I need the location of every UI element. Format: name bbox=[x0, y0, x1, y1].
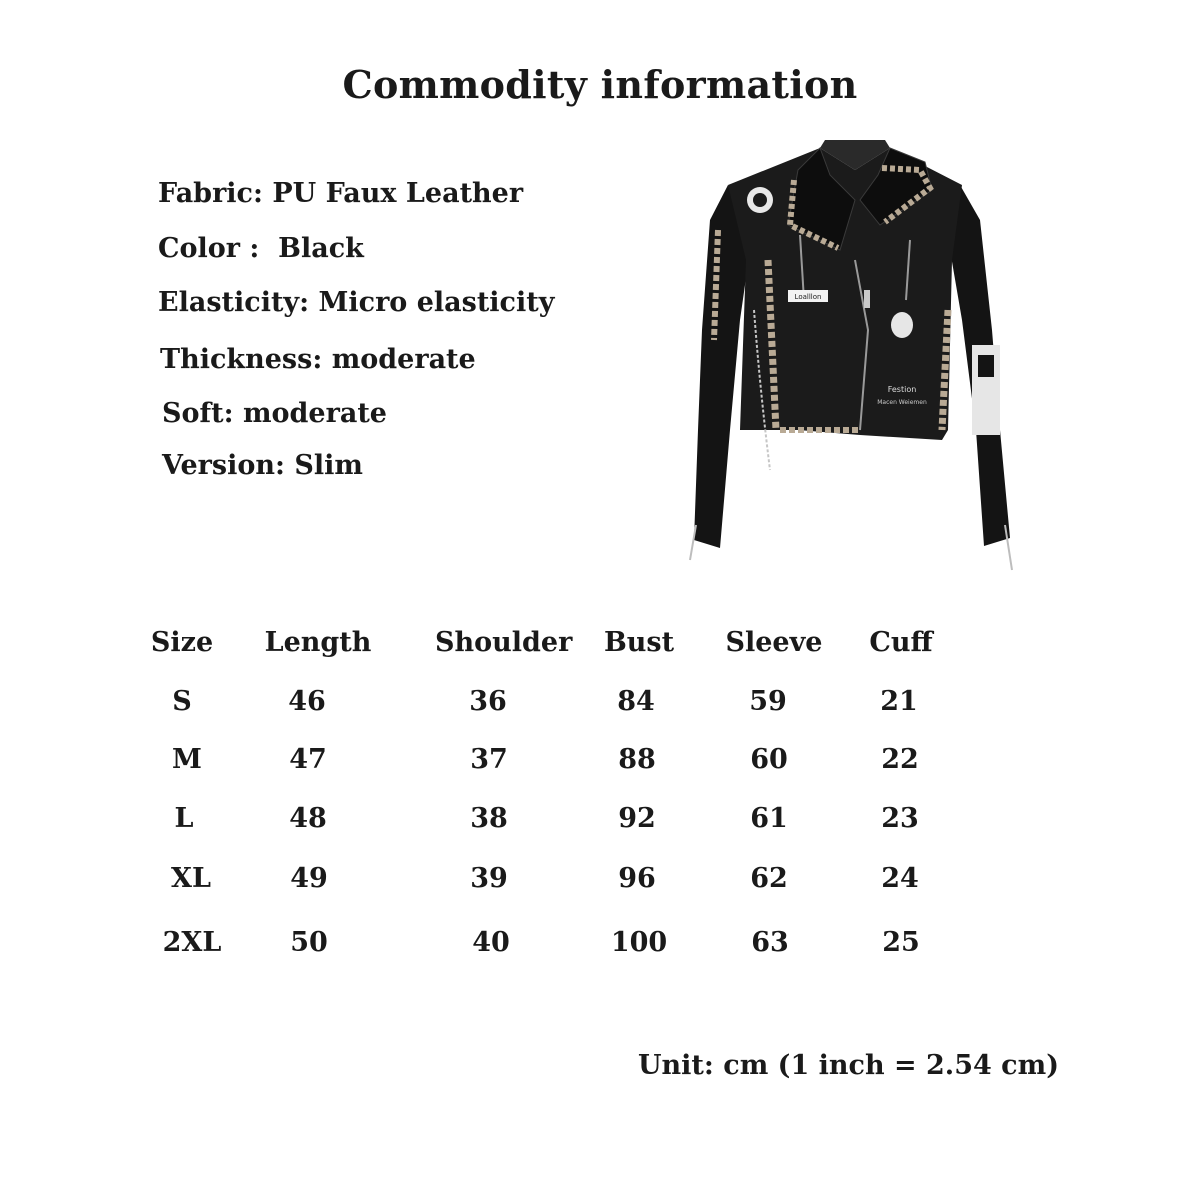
cell-length: 47 bbox=[289, 744, 327, 775]
spec-version: Version: Slim bbox=[162, 450, 363, 481]
spec-soft: Soft: moderate bbox=[162, 398, 387, 429]
cell-length: 48 bbox=[289, 803, 327, 834]
cell-length: 49 bbox=[290, 863, 328, 894]
cell-bust: 92 bbox=[618, 803, 656, 834]
cell-sleeve: 60 bbox=[750, 744, 788, 775]
cell-bust: 84 bbox=[617, 686, 655, 717]
table-header-bust: Bust bbox=[603, 627, 675, 658]
cell-cuff: 21 bbox=[880, 686, 918, 717]
cell-sleeve: 63 bbox=[751, 927, 789, 958]
spec-thickness: Thickness: moderate bbox=[160, 344, 476, 375]
spec-elasticity: Elasticity: Micro elasticity bbox=[158, 287, 555, 318]
cell-shoulder: 36 bbox=[469, 686, 507, 717]
cell-shoulder: 38 bbox=[470, 803, 508, 834]
spec-fabric: Fabric: PU Faux Leather bbox=[158, 178, 524, 209]
cell-cuff: 23 bbox=[881, 803, 919, 834]
table-header-length: Length bbox=[264, 627, 372, 658]
cell-cuff: 24 bbox=[881, 863, 919, 894]
cell-sleeve: 61 bbox=[750, 803, 788, 834]
cell-size: 2XL bbox=[162, 927, 222, 958]
cell-shoulder: 39 bbox=[470, 863, 508, 894]
cell-size: S bbox=[172, 686, 192, 717]
cell-bust: 88 bbox=[618, 744, 656, 775]
cell-size: XL bbox=[171, 863, 211, 894]
table-header-size: Size bbox=[150, 627, 214, 658]
table-header-shoulder: Shoulder bbox=[435, 627, 573, 658]
table-header-sleeve: Sleeve bbox=[725, 627, 823, 658]
cell-bust: 96 bbox=[618, 863, 656, 894]
cell-cuff: 25 bbox=[882, 927, 920, 958]
jacket-cuff-zipper-left bbox=[690, 525, 696, 560]
jacket-label-text: Loalllon bbox=[794, 293, 822, 301]
cell-cuff: 22 bbox=[881, 744, 919, 775]
cell-sleeve: 62 bbox=[750, 863, 788, 894]
cell-sleeve: 59 bbox=[749, 686, 787, 717]
jacket-pocket-text: Festion bbox=[887, 385, 917, 394]
cell-bust: 100 bbox=[610, 927, 668, 958]
jacket-heart-patch bbox=[891, 312, 913, 338]
table-header-cuff: Cuff bbox=[869, 627, 933, 658]
cell-shoulder: 37 bbox=[470, 744, 508, 775]
cell-size: L bbox=[174, 803, 194, 834]
jacket-pocket-subtext: Macen Weiemen bbox=[877, 399, 927, 406]
cell-length: 50 bbox=[290, 927, 328, 958]
spec-color: Color : Black bbox=[158, 233, 364, 264]
cell-size: M bbox=[172, 744, 202, 775]
jacket-zipper-pull bbox=[864, 290, 870, 308]
cell-length: 46 bbox=[288, 686, 326, 717]
cell-shoulder: 40 bbox=[472, 927, 510, 958]
page-title: Commodity information bbox=[342, 62, 858, 107]
unit-note: Unit: cm (1 inch = 2.54 cm) bbox=[638, 1050, 1059, 1081]
jacket-product-image bbox=[680, 130, 1030, 580]
